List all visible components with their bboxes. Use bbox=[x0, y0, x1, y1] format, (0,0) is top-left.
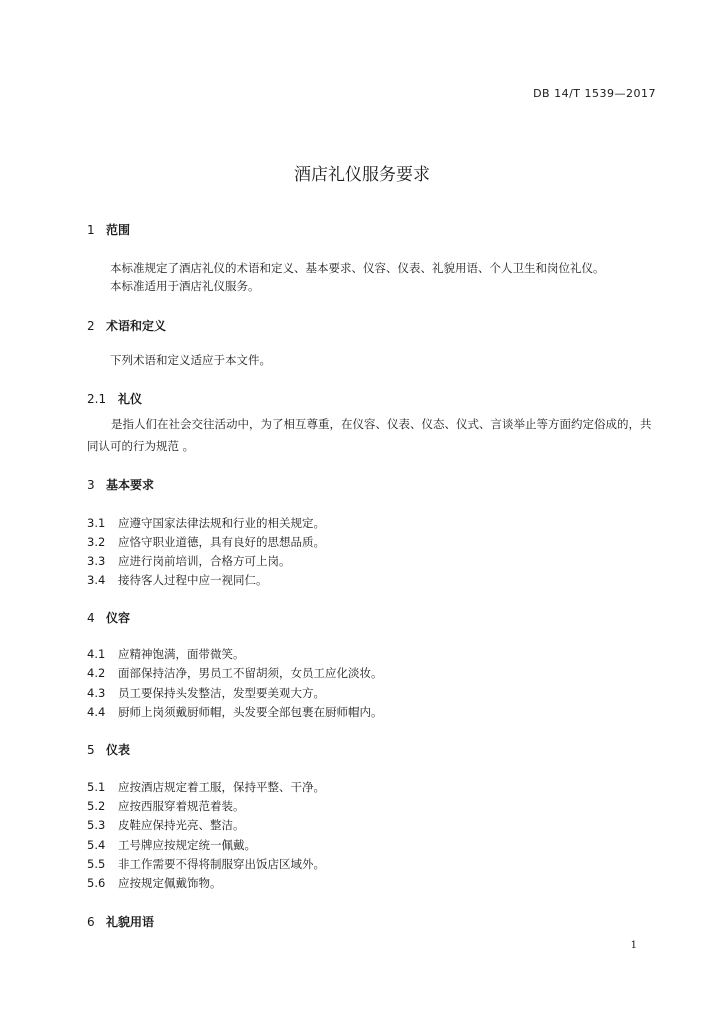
item-number: 5.1 bbox=[87, 780, 106, 794]
item-number: 4.1 bbox=[87, 647, 106, 661]
section-title: 仪表 bbox=[106, 743, 131, 757]
section-2-heading bbox=[87, 317, 166, 334]
section-title: 范围 bbox=[106, 223, 131, 237]
definition-text: 是指人们在社会交往活动中，为了相互尊重，在仪容、仪表、仪态、仪式、言谈举止等方面约定俗成的，共同认可的行为规范 。 bbox=[87, 417, 652, 453]
item-text: 应进行岗前培训，合格方可上岗。 bbox=[118, 554, 291, 568]
list-item bbox=[87, 798, 245, 814]
list-item bbox=[87, 515, 325, 531]
item-text: 员工要保持头发整洁，发型要美观大方。 bbox=[118, 686, 325, 700]
item-number: 3.3 bbox=[87, 554, 106, 568]
section-title: 基本要求 bbox=[106, 478, 155, 492]
list-item bbox=[87, 534, 325, 550]
item-text: 皮鞋应保持光亮、整洁。 bbox=[118, 818, 245, 832]
item-text: 应恪守职业道德，具有良好的思想品质。 bbox=[118, 535, 325, 549]
section-number: 5 bbox=[87, 743, 95, 757]
list-item bbox=[87, 817, 245, 833]
subsection-2-1-heading bbox=[87, 390, 142, 407]
item-number: 3.4 bbox=[87, 573, 106, 587]
item-number: 5.6 bbox=[87, 876, 106, 890]
list-item bbox=[87, 685, 325, 701]
section-5-heading bbox=[87, 741, 130, 758]
item-text: 应按酒店规定着工服，保持平整、干净。 bbox=[118, 780, 325, 794]
list-item bbox=[87, 875, 222, 891]
list-item bbox=[87, 553, 291, 569]
item-number: 4.2 bbox=[87, 666, 106, 680]
paragraph: 本标准适用于酒店礼仪服务。 bbox=[110, 279, 260, 293]
item-number: 5.4 bbox=[87, 838, 106, 852]
item-number: 4.4 bbox=[87, 705, 106, 719]
subsection-number: 2.1 bbox=[87, 392, 107, 406]
item-number: 3.2 bbox=[87, 535, 106, 549]
item-text: 应按西服穿着规范着装。 bbox=[118, 799, 245, 813]
list-item bbox=[87, 646, 245, 662]
list-item bbox=[87, 572, 268, 588]
list-item bbox=[87, 837, 256, 853]
list-item bbox=[87, 779, 325, 795]
section-4-heading bbox=[87, 609, 130, 626]
section-number: 2 bbox=[87, 319, 95, 333]
list-item bbox=[87, 704, 383, 720]
list-item bbox=[87, 665, 383, 681]
item-text: 工号牌应按规定统一佩戴。 bbox=[118, 838, 256, 852]
section-1-heading bbox=[87, 221, 130, 238]
page-number: 1 bbox=[630, 940, 637, 951]
section-title: 术语和定义 bbox=[106, 319, 167, 333]
item-number: 5.5 bbox=[87, 857, 106, 871]
list-item bbox=[87, 856, 325, 872]
item-text: 非工作需要不得将制服穿出饭店区域外。 bbox=[118, 857, 325, 871]
section-title: 礼貌用语 bbox=[106, 915, 155, 929]
item-text: 面部保持洁净，男员工不留胡须，女员工应化淡妆。 bbox=[118, 666, 383, 680]
document-code: DB 14/T 1539—2017 bbox=[533, 87, 656, 100]
paragraph: 下列术语和定义适应于本文件。 bbox=[110, 353, 271, 367]
section-3-heading bbox=[87, 476, 154, 493]
section-number: 4 bbox=[87, 611, 95, 625]
item-number: 5.2 bbox=[87, 799, 106, 813]
subsection-title: 礼仪 bbox=[118, 392, 143, 406]
item-text: 接待客人过程中应一视同仁。 bbox=[118, 573, 268, 587]
section-6-heading bbox=[87, 913, 154, 930]
section-title: 仪容 bbox=[106, 611, 131, 625]
section-number: 6 bbox=[87, 915, 95, 929]
item-text: 厨师上岗须戴厨师帽，头发要全部包裹在厨师帽内。 bbox=[118, 705, 383, 719]
section-number: 1 bbox=[87, 223, 95, 237]
item-number: 4.3 bbox=[87, 686, 106, 700]
item-text: 应按规定佩戴饰物。 bbox=[118, 876, 222, 890]
section-number: 3 bbox=[87, 478, 95, 492]
item-number: 3.1 bbox=[87, 516, 106, 530]
page-title: 酒店礼仪服务要求 bbox=[294, 165, 430, 185]
item-number: 5.3 bbox=[87, 818, 106, 832]
paragraph: 本标准规定了酒店礼仪的术语和定义、基本要求、仪容、仪表、礼貌用语、个人卫生和岗位礼仪。 bbox=[110, 261, 605, 275]
item-text: 应精神饱满，面带微笑。 bbox=[118, 647, 245, 661]
item-text: 应遵守国家法律法规和行业的相关规定。 bbox=[118, 516, 325, 530]
